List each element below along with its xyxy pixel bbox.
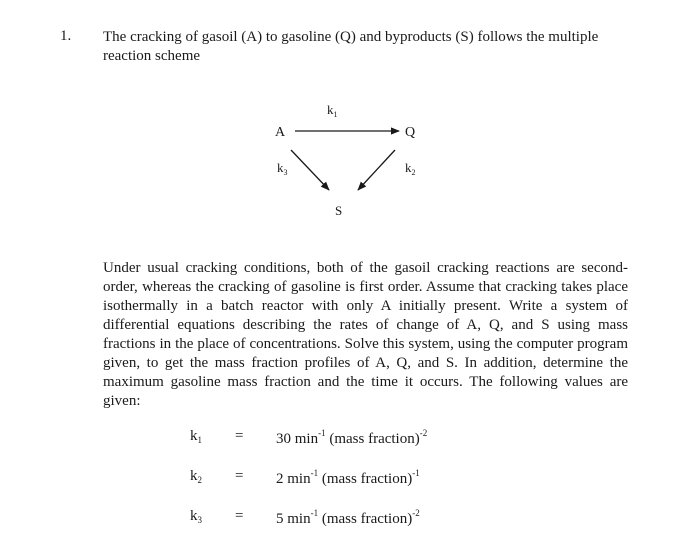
rate-symbol: $k_1$ bbox=[190, 428, 202, 445]
problem-paragraph: Under usual cracking conditions, both of the gasoil cracking reactions are second-order, whereas the cracking of gasoline is first order. Assume that cracking takes place isothermally in a batch reactor with only A initially present. Write a system of differential equations describing the rates of change of A, Q, and S using mass fractions in the place of concentrations. Solve this system, using the computer program given, to get the mass fraction profiles of A, Q, and S. In addition, determine the maximum gasoline mass fraction and the time it occurs. The following values are given: bbox=[103, 260, 628, 409]
species-a-label: A bbox=[275, 125, 286, 140]
rate-value: 30 $\min^{-1}$ (mass fraction)$^{-2}$ bbox=[276, 428, 428, 447]
value-row-k2 bbox=[0, 468, 700, 490]
rate-k2-label: $k_2$ bbox=[405, 160, 416, 177]
rate-k1-label: $k_1$ bbox=[327, 102, 338, 119]
species-s-label: S bbox=[335, 203, 343, 218]
equals-sign: = bbox=[235, 468, 244, 484]
rate-value: 5 $\min^{-1}$ (mass fraction)$^{-2}$ bbox=[276, 508, 420, 527]
rate-k3-label: $k_3$ bbox=[277, 160, 288, 177]
equals-sign: = bbox=[235, 508, 244, 524]
rate-symbol: $k_3$ bbox=[190, 508, 202, 525]
equals-sign: = bbox=[235, 428, 244, 444]
value-row-k3 bbox=[0, 508, 700, 530]
rate-value: 2 $\min^{-1}$ (mass fraction)$^{-1}$ bbox=[276, 468, 420, 487]
value-row-k1 bbox=[0, 428, 700, 450]
species-q-label: Q bbox=[405, 125, 416, 140]
rate-symbol: $k_2$ bbox=[190, 468, 202, 485]
question-number: 1. bbox=[60, 28, 72, 44]
intro-text: The cracking of gasoil (A) to gasoline (Q) and byproducts (S) follows the multiple reaction scheme bbox=[103, 29, 599, 64]
